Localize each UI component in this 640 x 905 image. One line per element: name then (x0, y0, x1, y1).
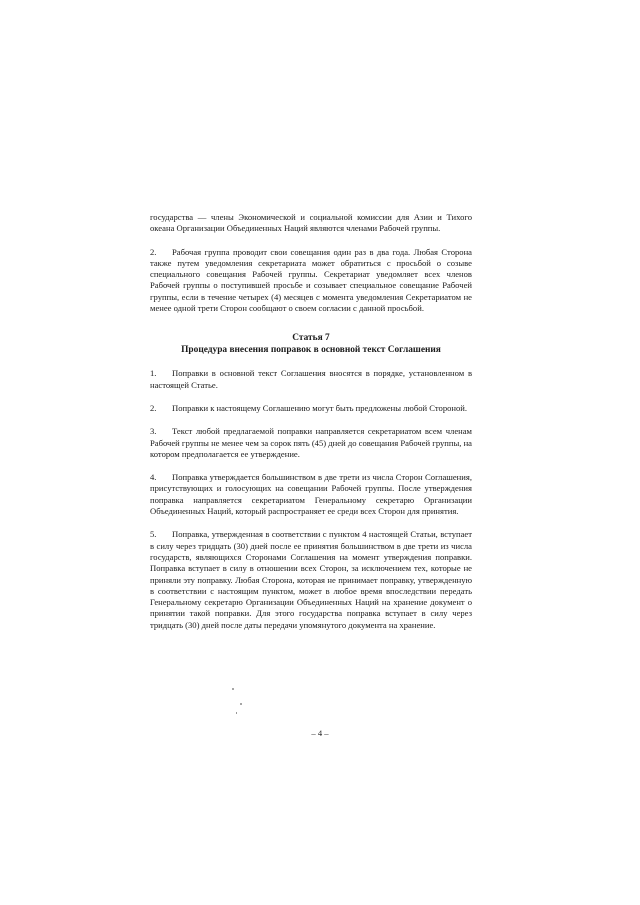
scan-speck (236, 712, 237, 714)
scan-speck (232, 688, 234, 690)
paragraph-text: Текст любой предлагаемой поправки направляется секретариатом всем членам Рабочей группы не менее чем за сорок пять (45) дней до совещания Рабочей группы, на котором предполагается ее утверждение. (150, 426, 472, 459)
paragraph-number: 4. (150, 472, 157, 483)
paragraph-text: Поправки в основной текст Соглашения вносятся в порядке, установленном в настоящей Статье. (150, 368, 472, 390)
intro-paragraph: государства — члены Экономической и социальной комиссии для Азии и Тихого океана Организации Объединенных Наций являются членами Рабочей группы. (150, 212, 472, 234)
article-paragraph-2 (150, 403, 472, 414)
paragraph-number: 3. (150, 426, 157, 437)
article-paragraph-5 (150, 529, 472, 631)
paragraph-text: Рабочая группа проводит свои совещания один раз в два года. Любая Сторона также путем уведомления секретариата может обратиться с просьбой о созыве специального совещания Рабочей группы. Секретариат уведомляет всех членов Рабочей группы о поступившей просьбе и созывает специальное совещание Рабочей группы, если в течение четырех (4) месяцев с момента уведомления Секретариатом не менее одной трети Сторон сообщают о своем согласии с данной просьбой. (150, 246, 472, 314)
paragraph-2 (150, 247, 472, 315)
article-paragraph-1 (150, 368, 472, 391)
article-subtitle: Процедура внесения поправок в основной текст Соглашения (181, 345, 441, 356)
page-number: – 4 – (311, 728, 329, 738)
scan-speck (240, 703, 242, 705)
paragraph-text: Поправка утверждается большинством в две трети из числа Сторон Соглашения, присутствующих и голосующих на совещании Рабочей группы. После утверждения поправка направляется секретариатом Генеральному секретарю Организации Объединенных Наций, который распространяет ее среди всех Сторон для принятия. (150, 472, 472, 517)
article-paragraph-4 (150, 472, 472, 517)
paragraph-number: 2. (150, 246, 157, 257)
document-body (150, 212, 472, 643)
paragraph-number: 2. (150, 402, 157, 413)
article-paragraph-3 (150, 426, 472, 460)
paragraph-text: Поправка, утвержденная в соответствии с пунктом 4 настоящей Статьи, вступает в силу через тридцать (30) дней после ее принятия большинством в две трети из числа государств, являющихся Сторонами Соглашения на момент утверждения поправки. Поправка вступает в силу в отношении всех Сторон, за исключением тех, которые не приняли эту поправку. Любая Сторона, которая не принимает поправку, утвержденную в соответствии с настоящим пунктом, может в любое время впоследствии передать Генеральному секретарю Организации Объединенных Наций на хранение документ о принятии такой поправки. Для этого государства поправка вступает в силу через тридцать (30) дней после даты передачи упомянутого документа на хранение. (150, 529, 472, 630)
article-title: Статья 7 (292, 333, 330, 344)
paragraph-number: 1. (150, 368, 157, 379)
paragraph-number: 5. (150, 529, 157, 540)
paragraph-text: Поправки к настоящему Соглашению могут быть предложены любой Стороной. (172, 402, 468, 413)
